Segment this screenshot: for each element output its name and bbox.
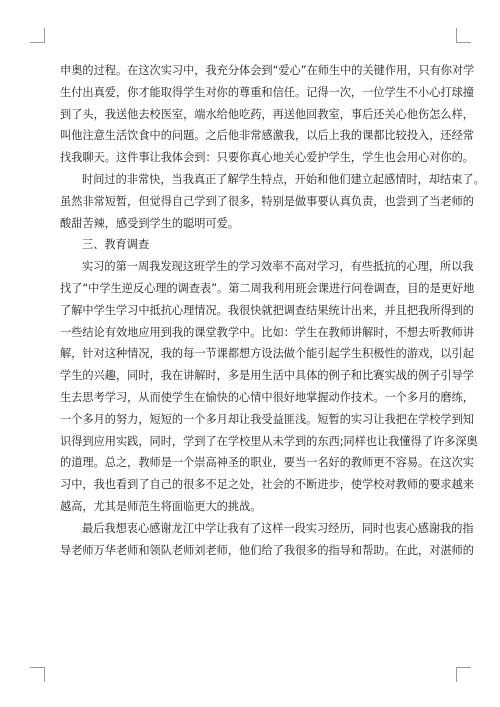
text-line: 到了头，我送他去校医室，端水给他吃药，再送他回教室，事后还关心他伤怎么样， (60, 107, 474, 121)
text-line: 导老师万华老师和领队老师刘老师，他们给了我很多的指导和帮助。在此，对湛师的 (60, 543, 474, 557)
text-line: 最后我想衷心感谢龙江中学让我有了这样一段实习经历，同时也衷心感谢我的指 (82, 521, 474, 535)
paragraph (60, 518, 474, 562)
paragraph (60, 256, 478, 518)
text-line: 解，针对这种情况，我的每一节课都想方设法做个能引起学生积极性的游戏，以引起 (60, 347, 474, 361)
text-line: 实习的第一周我发现这班学生的学习效率不高对学习，有些抵抗的心理，所以我 (82, 260, 474, 274)
text-line: 了解中学生学习中抵抗心理情况。我很快就把调查结果统计出来，并且把我所得到的 (60, 303, 474, 317)
crop-mark-bottom-right (456, 667, 471, 682)
text-line: 三、教育调查 (82, 238, 150, 252)
text-line: 习中，我也看到了自己的很多不足之处，社会的不断进步，使学校对教师的要求越来 (60, 478, 474, 492)
text-line: 学生的兴趣，同时，我在讲解时，多是用生活中具体的例子和比赛实战的例子引导学 (60, 369, 474, 383)
text-line: 的道理。总之，教师是一个崇高神圣的职业，要当一名好的教师更不容易。在这次实 (60, 456, 474, 470)
text-line: 酸甜苦辣，感受到学生的聪明可爱。 (60, 216, 240, 230)
paragraph (60, 234, 442, 256)
paragraph (60, 60, 475, 169)
text-line: 叫他注意生活饮食中的问题。之后他非常感激我，以后上我的课都比较投入，还经常 (60, 129, 474, 143)
paragraph (60, 169, 485, 234)
text-line: 时间过的非常快，当我真正了解学生特点，开始和他们建立起感情时，却结束了。 (82, 172, 485, 186)
text-line: 识得到应用实践，同时，学到了在学校里从未学到的东西;同样也让我懂得了许多深奥 (60, 434, 478, 448)
crop-mark-top-right (456, 28, 471, 43)
text-line: 生付出真爱，你才能取得学生对你的尊重和信任。记得一次，一位学生不小心打球撞 (60, 85, 474, 99)
crop-mark-top-left (30, 28, 45, 43)
text-line: 一些结论有效地应用到我的课堂教学中。比如：学生在教师讲解时，不想去听教师讲 (60, 325, 474, 339)
crop-mark-bottom-left (30, 667, 45, 682)
text-line: 一个多月的努力，短短的一个多月却让我受益匪浅。短暂的实习让我把在学校学到知 (60, 412, 474, 426)
text-line: 越高，尤其是师范生将面临更大的挑战。 (60, 499, 262, 513)
text-line: 找了“中学生逆反心理的调查表”。第二周我利用班会课进行问卷调查，目的是更好地 (60, 281, 475, 295)
text-line: 申奥的过程。在这次实习中，我充分体会到“爱心”在师生中的关键作用，只有你对学 (60, 64, 475, 77)
text-line: 生去思考学习，从而使学生在愉快的心情中很好地掌握动作技术。一个多月的磨练， (60, 390, 474, 404)
text-line: 虽然非常短暂，但觉得自己学到了很多，特别是做事要认真负责，也尝到了当老师的 (60, 194, 474, 208)
document-body (60, 60, 485, 561)
text-line: 找我聊天。这件事让我体会到：只要你真心地关心爱护学生，学生也会用心对你的。 (60, 151, 474, 165)
